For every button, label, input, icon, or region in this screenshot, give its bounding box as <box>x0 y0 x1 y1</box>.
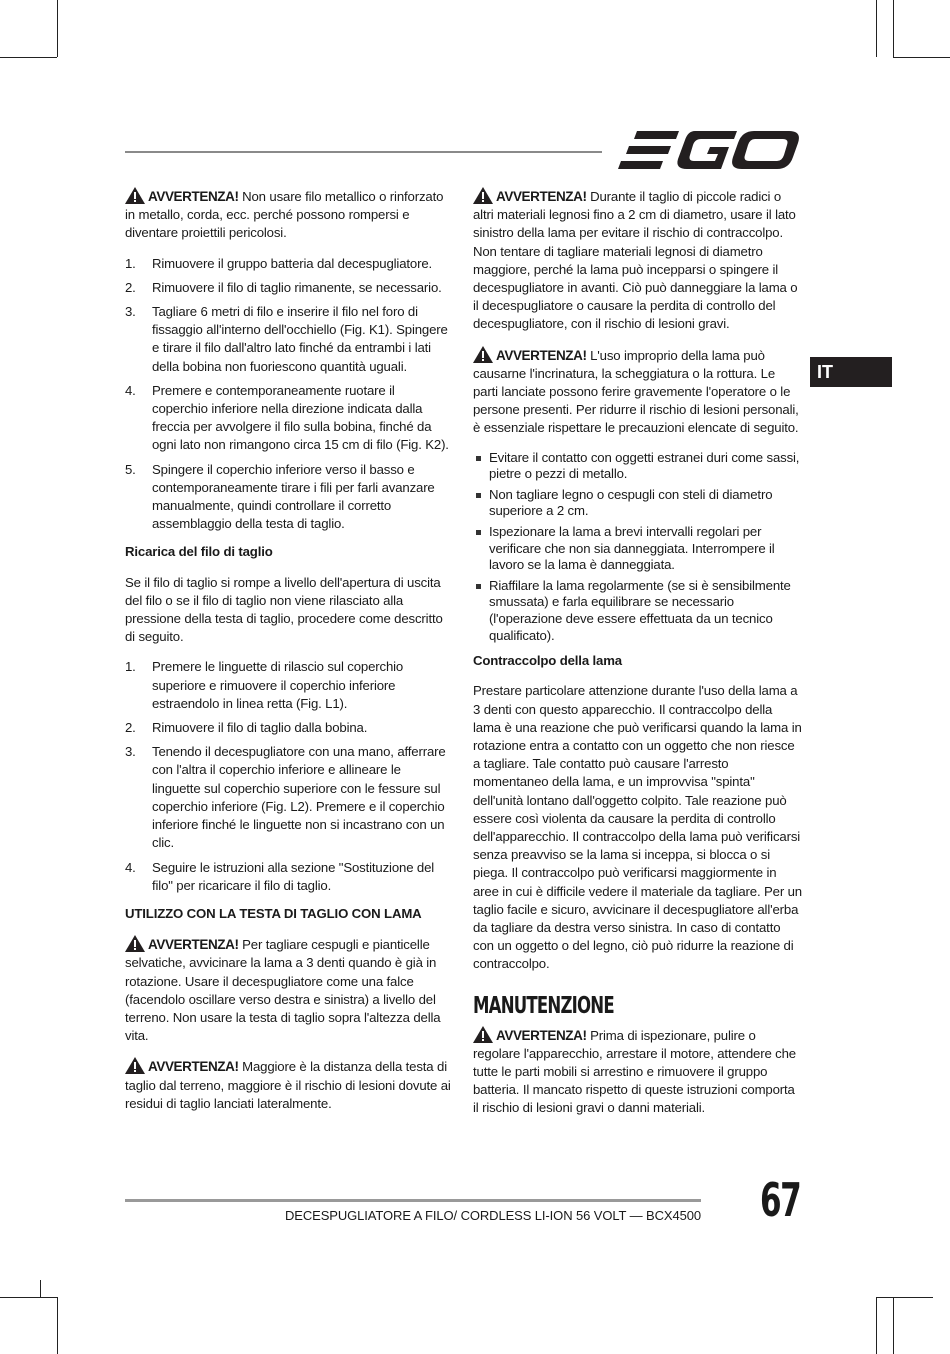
list-item: 2. Rimuovere il filo di taglio dalla bobina. <box>125 720 368 736</box>
subheading: Contraccolpo della lama <box>473 653 622 669</box>
list-item: Evitare il contatto con oggetti estranei duri come sassi, pietre o pezzi di metallo. <box>473 450 803 483</box>
bullet-icon <box>476 530 481 535</box>
warning-paragraph <box>473 1026 803 1118</box>
warning-icon <box>125 1057 145 1074</box>
crop-mark <box>0 57 57 58</box>
page-number: 67 <box>760 1173 801 1227</box>
warning-icon <box>125 935 145 952</box>
warning-text: Durante il taglio di piccole radici o altri materiali legnosi fino a 2 cm di diametro, usare il lato sinistro della lama per evitare il rischio di contraccolpo. Non tentare di tagliare materiali legnosi di diametro maggiore, perché la lama può incepparsi o spingere il decespugliatore in avanti. Ciò può danneggiare la lama o il decespugliatore o causare la perdita di controllo del decespugliatore, con il rischio di lesioni gravi. <box>473 189 798 332</box>
crop-mark <box>893 1297 894 1354</box>
crop-mark <box>876 1297 933 1298</box>
footer-text: DECESPUGLIATORE A FILO/ CORDLESS LI-ION 56 VOLT — BCX4500 <box>285 1208 701 1223</box>
left-column <box>125 187 451 1125</box>
procedure-list <box>125 255 451 534</box>
list-item: 4. Premere e contemporaneamente ruotare il coperchio inferiore nella direzione indicata dalla freccia per avvolgere il filo sulla bobina, finché da ogni lato non rimangono circa 15 cm di filo (Fig. K2). <box>125 382 449 453</box>
list-item: 3. Tagliare 6 metri di filo e inserire il filo nel foro di fissaggio all'interno dell'occhiello (Fig. K1). Spingere e tirare il filo dall'altro lato finché da entrambi i lati della bobina non fuoriescono quantità uguali. <box>125 304 448 374</box>
subheading: UTILIZZO CON LA TESTA DI TAGLIO CON LAMA <box>125 905 422 921</box>
warning-paragraph <box>125 935 451 1045</box>
list-item: 5. Spingere il coperchio inferiore verso il basso e contemporaneamente tirare i fili per farli avanzare manualmente, quindi controllare il corretto assemblaggio della testa di taglio. <box>125 461 435 532</box>
crop-mark <box>893 0 894 57</box>
crop-mark <box>876 0 877 57</box>
warning-label: AVVERTENZA! <box>496 347 587 363</box>
warning-label: AVVERTENZA! <box>496 189 587 204</box>
warning-paragraph <box>473 346 803 438</box>
warning-text: Non usare filo metallico o rinforzato in metallo, corda, ecc. perché possono rompersi e diventare proiettili pericolosi. <box>125 189 444 241</box>
warning-icon <box>473 187 493 204</box>
warning-paragraph <box>125 1057 451 1113</box>
warning-text: L'uso improprio della lama può causarne l'incrinatura, la scheggiatura o la rottura. Le parti lanciate possono ferire gravemente l'operatore o le persone presenti. Per ridurre il rischio di lesioni personali, è essenziale rispettare le precauzioni elencate di seguito. <box>473 347 799 436</box>
warning-icon <box>473 346 493 363</box>
crop-mark <box>893 57 950 58</box>
subheading: Ricarica del filo di taglio <box>125 544 273 560</box>
precaution-list <box>473 450 803 645</box>
section-title: MANUTENZIONE <box>473 992 614 1019</box>
footer-rule <box>125 1199 701 1202</box>
warning-icon <box>125 187 145 204</box>
warning-text: Prima di ispezionare, pulire o regolare l'apparecchio, arrestare il motore, attendere che tutte le parti mobili si arrestino e rimuovere il gruppo batteria. Il mancato rispetto di queste istruzioni comporta il rischio di lesioni gravi o danni materiali. <box>473 1027 796 1116</box>
header-rule <box>125 151 602 153</box>
language-tab: IT <box>810 357 892 387</box>
warning-paragraph <box>473 187 803 334</box>
body-paragraph: Se il filo di taglio si rompe a livello dell'apertura di uscita del filo o se il filo di taglio non viene rilasciato alla pressione della testa di taglio, procedere come descritto di seguito. <box>125 574 443 645</box>
procedure-list <box>125 658 451 894</box>
warning-text: Per tagliare cespugli e pianticelle selvatiche, avvicinare la lama a 3 denti quando è già in rotazione. Usare il decespugliatore come una falce (facendolo oscillare verso destra e sinistra) a livello del terreno. Non usare la testa di taglio sopra l'altezza della vita. <box>125 937 441 1044</box>
bullet-icon <box>476 456 481 461</box>
bullet-icon <box>476 584 481 589</box>
list-item: 1. Premere le linguette di rilascio sul coperchio superiore e rimuovere il coperchio inferiore estraendolo in linea retta (Fig. L1). <box>125 659 404 711</box>
right-column <box>473 187 803 1130</box>
warning-label: AVVERTENZA! <box>148 937 239 953</box>
ego-logo <box>617 128 801 172</box>
list-item: Ispezionare la lama a brevi intervalli regolari per verificare che non sia danneggiata. Interrompere il lavoro se la lama è danneggiata. <box>473 524 803 574</box>
warning-label: AVVERTENZA! <box>496 1027 587 1043</box>
warning-text: Maggiore è la distanza della testa di taglio dal terreno, maggiore è il rischio di lesioni dovute ai residui di taglio lanciati lateralmente. <box>125 1059 451 1111</box>
crop-mark <box>0 1297 57 1298</box>
list-item: 2. Rimuovere il filo di taglio rimanente, se necessario. <box>125 279 442 295</box>
warning-paragraph <box>125 187 451 243</box>
crop-mark <box>876 1297 877 1354</box>
crop-mark <box>57 0 58 57</box>
warning-label: AVVERTENZA! <box>148 189 239 204</box>
crop-mark <box>57 1297 58 1354</box>
warning-icon <box>473 1026 493 1043</box>
warning-label: AVVERTENZA! <box>148 1059 239 1075</box>
bullet-icon <box>476 493 481 498</box>
list-item: 1. Rimuovere il gruppo batteria dal decespugliatore. <box>125 255 433 271</box>
list-item: Riaffilare la lama regolarmente (se si è sensibilmente smussata) e farla equilibrare se necessario (l'operazione deve essere effettuata da un tecnico qualificato). <box>473 578 803 644</box>
crop-mark <box>40 1280 41 1297</box>
list-item: 3. Tenendo il decespugliatore con una mano, afferrare con l'altra il coperchio inferiore e allineare le linguette sul coperchio superiore con le fessure sul coperchio inferiore (Fig. L2). Premere e il coperchio inferiore finché le linguette non si incastrano con un clic. <box>125 744 446 851</box>
list-item: 4. Seguire le istruzioni alla sezione "Sostituzione del filo" per ricaricare il filo di taglio. <box>125 859 435 893</box>
body-paragraph: Prestare particolare attenzione durante l'uso della lama a 3 denti con questo apparecchio. Il contraccolpo della lama è una reazione che può verificarsi quando la lama in rotazione entra a contatto con un oggetto che non riesce a tagliare. Tale contatto può causare l'arresto momentaneo della lama, e un improvvisa "spinta" dell'unità lontano dall'oggetto colpito. Tale reazione può essere così violenta da causare la perdita di controllo dell'apparecchio. Il contraccolpo della lama può verificarsi senza preavviso se la lama si inceppa, si blocca o si piega. Il contraccolpo può verificarsi maggiormente in aree in cui è difficile vedere il materiale da tagliare. Per un taglio facile e sicuro, avvicinare il decespugliatore all'erba da tagliare da destra verso sinistra. In caso di contatto con un oggetto o del legno, ciò può ridurre la reazione di contraccolpo. <box>473 683 802 972</box>
list-item: Non tagliare legno o cespugli con steli di diametro superiore a 2 cm. <box>473 487 803 520</box>
